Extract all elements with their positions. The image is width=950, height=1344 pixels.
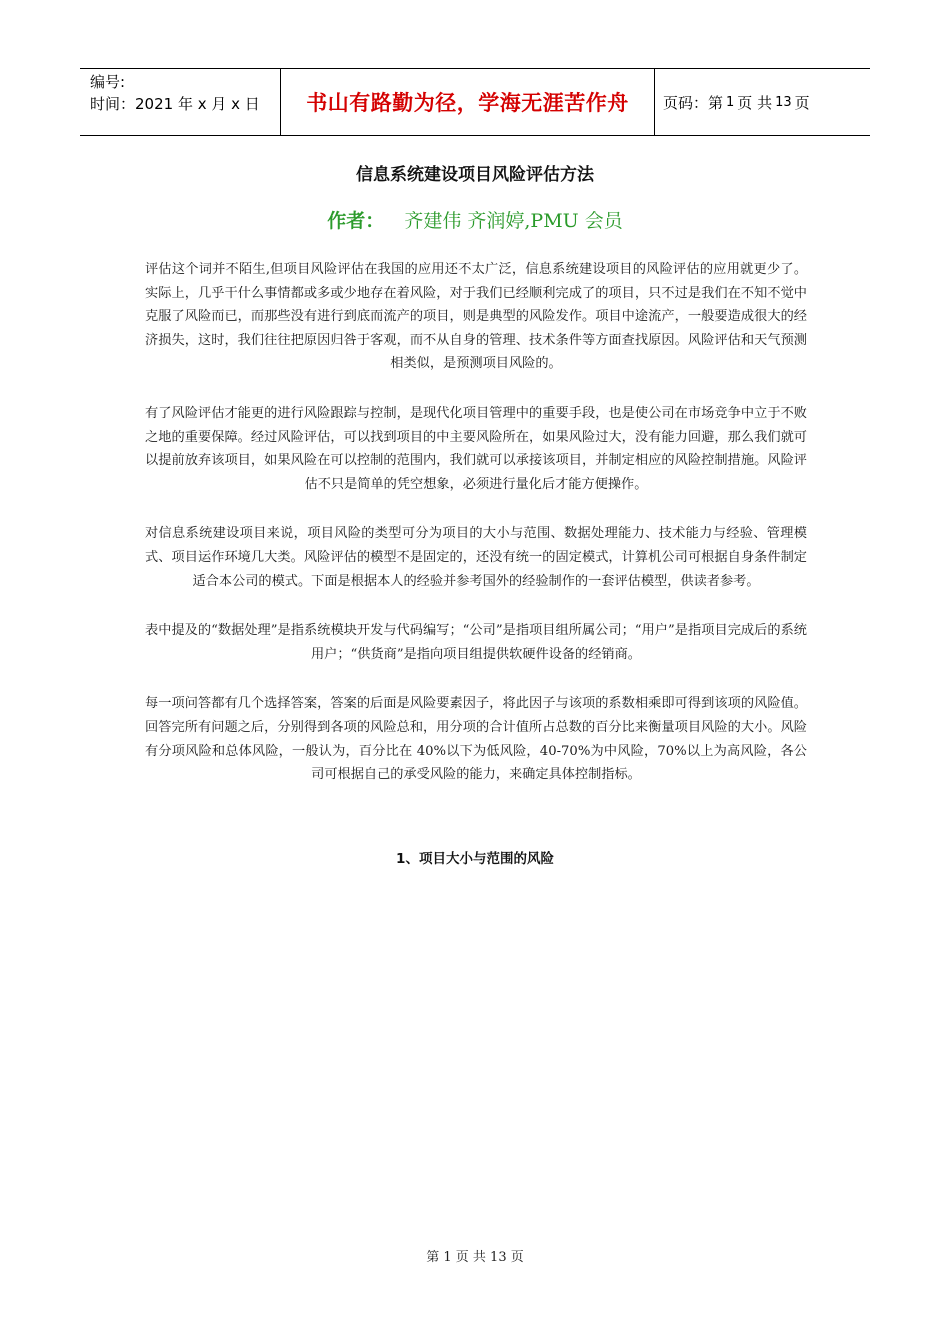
- paragraph: 评估这个词并不陌生,但项目风险评估在我国的应用还不太广泛，信息系统建设项目的风险评估的应用就更少了。实际上，几乎干什么事情都或多或少地存在着风险，对于我们已经顺利完成了的项目，只不过是我们在不知不觉中克服了风险而已，而那些没有进行到底而流产的项目，则是典型的风险发作。项目中途流产，一般要造成很大的经济损失，这时，我们往往把原因归咎于客观，而不从自身的管理、技术条件等方面查找原因。风险评估和天气预测相类似，是预测项目风险的。: [145, 262, 807, 372]
- document-body: [145, 258, 807, 813]
- page-prefix: 页码：第: [663, 93, 724, 112]
- page-total: 13: [775, 94, 792, 110]
- author-names: 齐建伟 齐润婷,PMU 会员: [404, 210, 623, 232]
- paragraph: 每一项问答都有几个选择答案，答案的后面是风险要素因子，将此因子与该项的系数相乘即可得到该项的风险值。回答完所有问题之后，分别得到各项的风险总和，用分项的合计值所占总数的百分比来衡量项目风险的大小。风险有分项风险和总体风险，一般认为，百分比在 40%以下为低风险，40-70%为中风险，70%以上为高风险，各公司可根据自己的承受风险的能力，来确定具体控制指标。: [145, 696, 807, 783]
- header-meta: [80, 69, 280, 135]
- time-label: 时间：2021 年 x 月 x 日: [90, 95, 260, 113]
- paragraph: 表中提及的“数据处理”是指系统模块开发与代码编写；“公司”是指项目组所属公司；“用户”是指项目完成后的系统用户；“供货商”是指向项目组提供软硬件设备的经销商。: [145, 623, 807, 662]
- page-mid: 页 共: [737, 93, 773, 112]
- header-page-info: [655, 69, 870, 135]
- document-title: 信息系统建设项目风险评估方法: [356, 165, 594, 185]
- page-current: 1: [726, 94, 735, 110]
- author-label: 作者：: [327, 210, 385, 232]
- section-title: 1、项目大小与范围的风险: [396, 851, 554, 867]
- page-footer: 第 1 页 共 13 页: [426, 1250, 524, 1265]
- header-motto: 书山有路勤为径，学海无涯苦作舟: [280, 69, 655, 135]
- code-label: 编号:: [90, 73, 126, 91]
- page-suffix: 页: [794, 93, 810, 112]
- author-line: [0, 206, 950, 233]
- page-header: [80, 68, 870, 136]
- paragraph: 对信息系统建设项目来说，项目风险的类型可分为项目的大小与范围、数据处理能力、技术能力与经验、管理模式、项目运作环境几大类。风险评估的模型不是固定的，还没有统一的固定模式，计算机公司可根据自身条件制定适合本公司的模式。下面是根据本人的经验并参考国外的经验制作的一套评估模型，供读者参考。: [145, 526, 807, 589]
- paragraph: 有了风险评估才能更的进行风险跟踪与控制，是现代化项目管理中的重要手段，也是使公司在市场竞争中立于不败之地的重要保障。经过风险评估，可以找到项目的中主要风险所在，如果风险过大，没有能力回避，那么我们就可以提前放弃该项目，如果风险在可以控制的范围内，我们就可以承接该项目，并制定相应的风险控制措施。风险评估不只是简单的凭空想象，必须进行量化后才能方便操作。: [145, 405, 807, 492]
